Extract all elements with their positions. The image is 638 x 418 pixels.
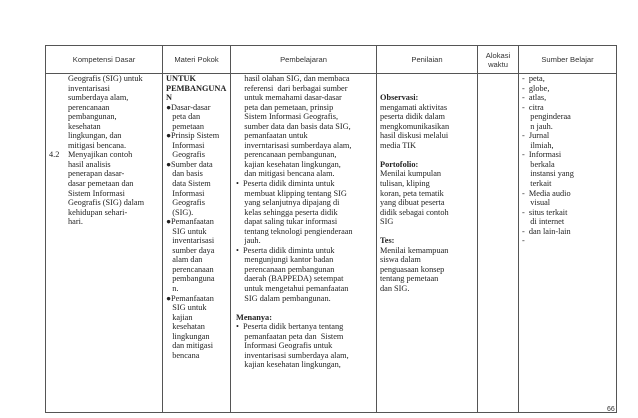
sumber-line: - dan lain-lain — [522, 226, 571, 236]
sumber-line: berkala — [522, 159, 555, 169]
cell-pembelajaran — [231, 74, 377, 413]
penilaian-line: siswa dalam — [380, 255, 421, 265]
materi-line: inventarisasi — [166, 236, 215, 246]
kompetensi-line: pembangunan, — [68, 112, 117, 122]
header-sumber-belajar: Sumber Belajar — [519, 46, 617, 74]
kompetensi-number: 4.2 — [49, 150, 60, 160]
header-penilaian: Penilaian — [377, 46, 478, 74]
sumber-line: n jauh. — [522, 121, 553, 131]
pembelajaran-line: inventarisasi sumberdaya alam, — [236, 350, 349, 360]
kompetensi-line: Geografis (SIG) untuk — [68, 74, 143, 83]
materi-line: dan mitigasi — [166, 341, 214, 351]
sumber-line: - citra — [522, 102, 544, 112]
kompetensi-line: Sistem Informasi — [68, 188, 125, 198]
pembelajaran-line: Sistem Informasi Geografis, — [236, 112, 339, 122]
sumber-line: - Jurnal — [522, 131, 550, 141]
sumber-line: visual — [522, 198, 551, 208]
materi-text — [163, 74, 230, 412]
kompetensi-line: lingkungan, dan — [68, 131, 122, 141]
materi-line: n. — [166, 284, 179, 294]
sumber-text — [519, 74, 616, 412]
penilaian-line: SIG — [380, 217, 394, 227]
kompetensi-line: penerapan dasar- — [68, 169, 125, 179]
pembelajaran-line: pemanfaatan peta dan Sistem — [236, 331, 344, 341]
kompetensi-text — [46, 74, 162, 412]
kompetensi-line: hari. — [68, 217, 83, 227]
content-row — [46, 74, 617, 413]
materi-line: lingkungan — [166, 331, 210, 341]
materi-line: Informasi — [166, 188, 205, 198]
materi-line: data Sistem — [166, 179, 211, 189]
penilaian-line: Tes: — [380, 236, 395, 246]
materi-line: ●Dasar-dasar — [166, 102, 211, 112]
materi-line: sumber daya — [166, 245, 215, 255]
header-alokasi-line-2: waktu — [488, 59, 508, 69]
penilaian-text — [377, 74, 477, 412]
materi-line: ●Pemanfaatan — [166, 217, 214, 227]
materi-line: alam dan — [166, 255, 203, 265]
kompetensi-line: perencanaan — [68, 102, 110, 112]
kompetensi-line: kesehatan — [68, 121, 101, 131]
penilaian-line: didik sebagai contoh — [380, 207, 449, 217]
materi-line: N — [166, 93, 172, 103]
pembelajaran-line: hasil olahan SIG, dan membaca — [236, 74, 350, 83]
materi-line: SIG untuk — [166, 303, 207, 313]
penilaian-line: Menilai kemampuan — [380, 245, 449, 255]
header-materi-pokok: Materi Pokok — [163, 46, 231, 74]
pembelajaran-line: mengunjungi kantor badan — [236, 255, 334, 265]
penilaian-line: penguasaan konsep — [380, 264, 445, 274]
pembelajaran-line: Informasi Geografis untuk — [236, 341, 333, 351]
sumber-line: - peta, — [522, 74, 545, 83]
pembelajaran-line: referensi dari berbagai sumber — [236, 83, 348, 93]
materi-line: kajian — [166, 312, 193, 322]
materi-line: pembanguna — [166, 274, 215, 284]
penilaian-line — [380, 84, 475, 94]
sumber-line: di internet — [522, 217, 565, 227]
kompetensi-line: kehidupan sehari- — [68, 207, 128, 217]
pembelajaran-line: membuat klipping tentang SIG — [236, 188, 347, 198]
alokasi-empty — [478, 74, 518, 412]
header-kompetensi-dasar: Kompetensi Dasar — [46, 46, 163, 74]
materi-line: dan basis — [166, 169, 203, 179]
materi-line: bencana — [166, 350, 200, 360]
sumber-line: penginderaa — [522, 112, 571, 122]
kompetensi-line: dasar pemetaan dan — [68, 179, 134, 189]
penilaian-line: Portofolio: — [380, 159, 419, 169]
pembelajaran-line: kajian kesehatan lingkungan, — [236, 159, 341, 169]
header-alokasi-line-1: Alokasi — [485, 50, 511, 60]
materi-line: kesehatan — [166, 322, 205, 332]
penilaian-line: Menilai kumpulan — [380, 169, 442, 179]
penilaian-line — [380, 150, 475, 160]
penilaian-line: media TIK — [380, 140, 417, 150]
penilaian-line: peserta didik dalam — [380, 112, 445, 122]
sumber-line: - Media audio — [522, 188, 571, 198]
kompetensi-line: mitigasi bencana. — [68, 140, 127, 150]
penilaian-line: tulisan, kliping — [380, 179, 430, 189]
sumber-line: - atlas, — [522, 93, 547, 103]
penilaian-line — [380, 74, 475, 84]
penilaian-line: mengamati aktivitas — [380, 102, 448, 112]
pembelajaran-line: • Peserta didik diminta untuk — [236, 245, 335, 255]
pembelajaran-line: tentang teknologi pengienderaan — [236, 226, 353, 236]
materi-line: perencanaan — [166, 264, 214, 274]
pembelajaran-line: kajian kesehatan lingkungan, — [236, 360, 341, 370]
cell-penilaian — [377, 74, 478, 413]
kompetensi-line: Geografis (SIG) dalam — [68, 198, 145, 208]
sumber-line: terkait — [522, 179, 552, 189]
pembelajaran-line: sumber data dan basis data SIG, — [236, 121, 351, 131]
pembelajaran-line: Menanya: — [236, 312, 272, 322]
pembelajaran-line: daerah (BAPPEDA) setempat — [236, 274, 344, 284]
penilaian-line: Observasi: — [380, 93, 419, 103]
sumber-line: - globe, — [522, 83, 550, 93]
pembelajaran-line: SIG dalam pembangunan. — [236, 293, 331, 303]
pembelajaran-line: • Peserta didik bertanya tentang — [236, 322, 344, 332]
pembelajaran-line: dapat saling tukar informasi — [236, 217, 338, 227]
syllabus-table — [45, 45, 617, 413]
kompetensi-line: sumberdaya alam, — [68, 93, 129, 103]
penilaian-line: yang dibuat peserta — [380, 198, 445, 208]
materi-line: PEMBANGUNA — [166, 83, 227, 93]
materi-line: Informasi — [166, 140, 205, 150]
kompetensi-line: Menyajikan contoh — [68, 150, 133, 160]
cell-materi-pokok — [163, 74, 231, 413]
header-row — [46, 46, 617, 74]
materi-line: UNTUK — [166, 74, 196, 83]
penilaian-line: mengkomunikasikan — [380, 121, 450, 131]
header-pembelajaran: Pembelajaran — [231, 46, 377, 74]
header-alokasi-waktu — [478, 46, 519, 74]
pembelajaran-line: kelas sehingga peserta didik — [236, 207, 338, 217]
materi-line: Geografis — [166, 198, 205, 208]
materi-line: ●Sumber data — [166, 159, 213, 169]
materi-line: SIG untuk — [166, 226, 207, 236]
pembelajaran-line: yang selanjutnya dipajang di — [236, 198, 340, 208]
penilaian-line: koran, peta tematik — [380, 188, 444, 198]
kompetensi-line: hasil analisis — [68, 159, 111, 169]
pembelajaran-line: pemanfaatan untuk — [236, 131, 308, 141]
materi-line: pemetaan — [166, 121, 205, 131]
sumber-line: - situs terkait — [522, 207, 568, 217]
sumber-line: - Informasi — [522, 150, 562, 160]
materi-line: Geografis — [166, 150, 205, 160]
pembelajaran-line: inverntarisasi sumberdaya alam, — [236, 140, 352, 150]
sumber-line: instansi yang — [522, 169, 574, 179]
kompetensi-line: inventarisasi — [68, 83, 110, 93]
pembelajaran-line — [236, 303, 374, 313]
cell-kompetensi-dasar — [46, 74, 163, 413]
materi-line: ●Pemanfaatan — [166, 293, 214, 303]
pembelajaran-line: dan mitigasi bencana alam. — [236, 169, 335, 179]
sumber-line: - — [522, 236, 525, 246]
cell-alokasi-waktu — [478, 74, 519, 413]
pembelajaran-line: perencanaan pembangunan, — [236, 150, 337, 160]
pembelajaran-line: jauh. — [236, 236, 261, 246]
pembelajaran-line: perencanaan pembangunan — [236, 264, 335, 274]
penilaian-line: dan SIG. — [380, 284, 410, 294]
cell-sumber-belajar — [519, 74, 617, 413]
page-number: 66 — [607, 406, 615, 413]
penilaian-line: hasil diskusi melalui — [380, 131, 449, 141]
materi-line: (SIG). — [166, 207, 194, 217]
pembelajaran-line: peta dan pemetaan, prinsip — [236, 102, 334, 112]
pembelajaran-text — [231, 74, 376, 412]
sumber-line: ilmiah, — [522, 140, 554, 150]
penilaian-line: tentang pemetaan — [380, 274, 439, 284]
materi-line: peta dan — [166, 112, 201, 122]
materi-line: ●Prinsip Sistem — [166, 131, 220, 141]
pembelajaran-line: • Peserta didik diminta untuk — [236, 179, 335, 189]
penilaian-line — [380, 227, 475, 237]
pembelajaran-line: untuk mengetahui pemanfaatan — [236, 284, 349, 294]
pembelajaran-line: untuk memahami dasar-dasar — [236, 93, 342, 103]
